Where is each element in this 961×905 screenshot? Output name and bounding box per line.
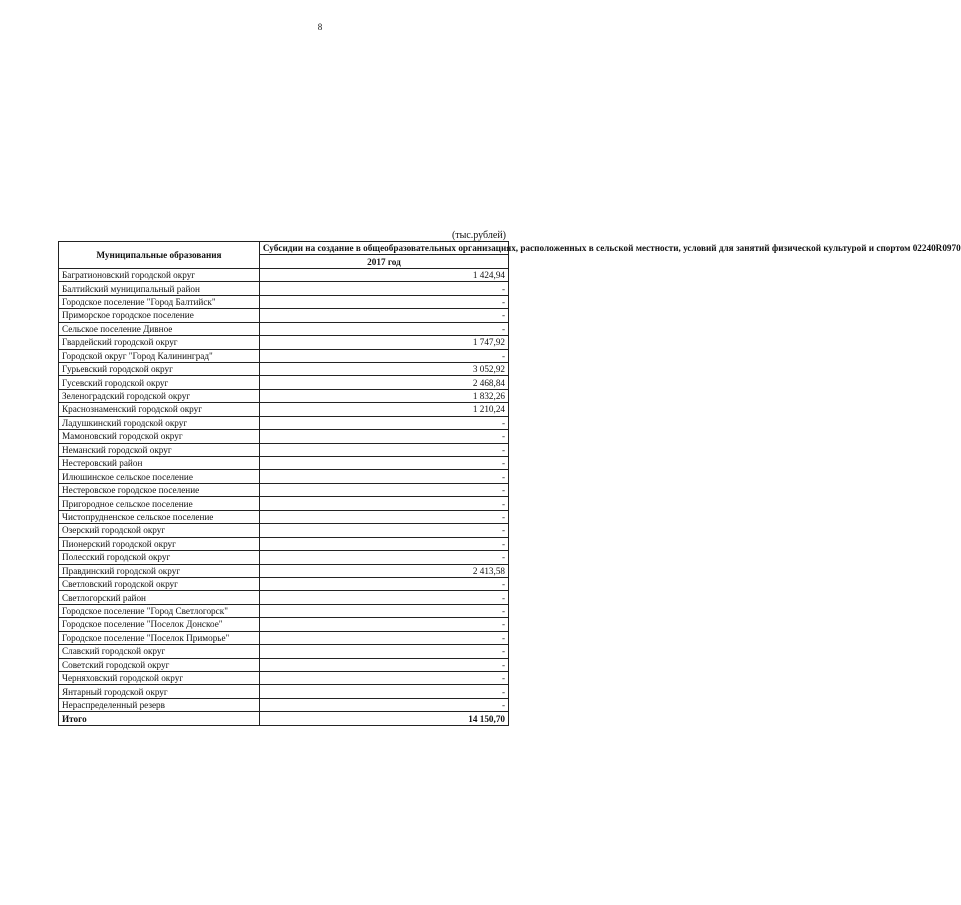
table-row <box>59 336 509 349</box>
municipality-name: Пригородное сельское поселение <box>59 497 260 510</box>
subsidy-value: - <box>259 631 508 644</box>
table-row <box>59 322 509 335</box>
table-row <box>59 631 509 644</box>
subsidy-value: - <box>259 658 508 671</box>
table-row <box>59 645 509 658</box>
subsidy-value: - <box>259 282 508 295</box>
municipality-name: Славский городской округ <box>59 645 260 658</box>
table-row <box>59 430 509 443</box>
subsidy-value: 1 747,92 <box>259 336 508 349</box>
municipality-name: Черняховский городской округ <box>59 672 260 685</box>
municipality-name: Нестеровский район <box>59 457 260 470</box>
municipality-name: Зеленоградский городской округ <box>59 389 260 402</box>
table-row <box>59 618 509 631</box>
table-row <box>59 658 509 671</box>
table-body <box>59 268 509 711</box>
table-row <box>59 591 509 604</box>
table-row <box>59 551 509 564</box>
subsidy-value: - <box>259 618 508 631</box>
table-row <box>59 537 509 550</box>
table-row <box>59 389 509 402</box>
table-row <box>59 443 509 456</box>
municipality-name: Гусевский городской округ <box>59 376 260 389</box>
municipality-name: Светлогорский район <box>59 591 260 604</box>
table-row <box>59 672 509 685</box>
subsidy-value: - <box>259 698 508 711</box>
table-row <box>59 309 509 322</box>
table-row <box>59 564 509 577</box>
table-row <box>59 282 509 295</box>
table-row <box>59 362 509 375</box>
table-row <box>59 604 509 617</box>
subsidy-value: - <box>259 524 508 537</box>
municipality-name: Янтарный городской округ <box>59 685 260 698</box>
table-row <box>59 403 509 416</box>
units-label: (тыс.рублей) <box>451 230 506 241</box>
municipality-name: Городское поселение "Поселок Приморье" <box>59 631 260 644</box>
table-row <box>59 268 509 281</box>
table-row <box>59 349 509 362</box>
municipality-name: Полесский городской округ <box>59 551 260 564</box>
page-number: 8 <box>317 22 323 32</box>
total-row <box>59 712 509 725</box>
municipality-name: Сельское поселение Дивное <box>59 322 260 335</box>
municipality-name: Городское поселение "Город Светлогорск" <box>59 604 260 617</box>
table-row <box>59 524 509 537</box>
subsidy-value: - <box>259 604 508 617</box>
municipality-name: Пионерский городской округ <box>59 537 260 550</box>
municipality-name: Илюшинское сельское поселение <box>59 470 260 483</box>
header-municipalities: Муниципальные образования <box>59 242 260 269</box>
municipality-name: Балтийский муниципальный район <box>59 282 260 295</box>
municipality-name: Мамоновский городской округ <box>59 430 260 443</box>
table-row <box>59 470 509 483</box>
municipality-name: Городской округ "Город Калининград" <box>59 349 260 362</box>
subsidy-value: - <box>259 510 508 523</box>
subsidy-value: - <box>259 457 508 470</box>
municipality-name: Гурьевский городской округ <box>59 362 260 375</box>
subsidy-value: - <box>259 497 508 510</box>
subsidy-value: - <box>259 309 508 322</box>
table-row <box>59 483 509 496</box>
subsidy-value: 2 413,58 <box>259 564 508 577</box>
subsidy-value: - <box>259 322 508 335</box>
subsidy-value: 2 468,84 <box>259 376 508 389</box>
municipality-name: Городское поселение "Город Балтийск" <box>59 295 260 308</box>
municipality-name: Гвардейский городской округ <box>59 336 260 349</box>
municipality-name: Городское поселение "Поселок Донское" <box>59 618 260 631</box>
municipality-name: Ладушкинский городской округ <box>59 416 260 429</box>
subsidy-value: - <box>259 537 508 550</box>
subsidy-value: - <box>259 295 508 308</box>
table-row <box>59 577 509 590</box>
table-row <box>59 376 509 389</box>
subsidy-value: - <box>259 645 508 658</box>
municipality-name: Советский городской округ <box>59 658 260 671</box>
table-row <box>59 698 509 711</box>
table-row <box>59 685 509 698</box>
subsidy-value: - <box>259 685 508 698</box>
municipality-name: Светловский городской округ <box>59 577 260 590</box>
subsidy-value: - <box>259 551 508 564</box>
municipality-name: Чистопрудненское сельское поселение <box>59 510 260 523</box>
subsidy-value: - <box>259 416 508 429</box>
total-label: Итого <box>59 712 260 725</box>
subsidy-value: - <box>259 470 508 483</box>
subsidy-value: 1 832,26 <box>259 389 508 402</box>
subsidy-value: 1 210,24 <box>259 403 508 416</box>
municipality-name: Нераспределенный резерв <box>59 698 260 711</box>
subsidy-value: - <box>259 591 508 604</box>
header-year: 2017 год <box>259 255 508 268</box>
subsidy-value: - <box>259 349 508 362</box>
subsidy-value: - <box>259 672 508 685</box>
total-value: 14 150,70 <box>259 712 508 725</box>
subsidy-table <box>58 241 961 726</box>
municipality-name: Озерский городской округ <box>59 524 260 537</box>
subsidy-value: - <box>259 483 508 496</box>
municipality-name: Неманский городской округ <box>59 443 260 456</box>
subsidy-value: - <box>259 577 508 590</box>
subsidy-value: - <box>259 430 508 443</box>
municipality-name: Приморское городское поселение <box>59 309 260 322</box>
municipality-name: Багратионовский городской округ <box>59 268 260 281</box>
table-row <box>59 497 509 510</box>
subsidy-value: 1 424,94 <box>259 268 508 281</box>
table-row <box>59 295 509 308</box>
header-subsidy: Субсидии на создание в общеобразовательных организациях, расположенных в сельской местности, условий для занятий физической культурой и спортом 02240R0970 <box>259 242 508 255</box>
table-row <box>59 416 509 429</box>
table-row <box>59 510 509 523</box>
municipality-name: Краснознаменский городской округ <box>59 403 260 416</box>
municipality-name: Правдинский городской округ <box>59 564 260 577</box>
subsidy-value: 3 052,92 <box>259 362 508 375</box>
subsidy-value: - <box>259 443 508 456</box>
municipality-name: Нестеровское городское поселение <box>59 483 260 496</box>
table-row <box>59 457 509 470</box>
